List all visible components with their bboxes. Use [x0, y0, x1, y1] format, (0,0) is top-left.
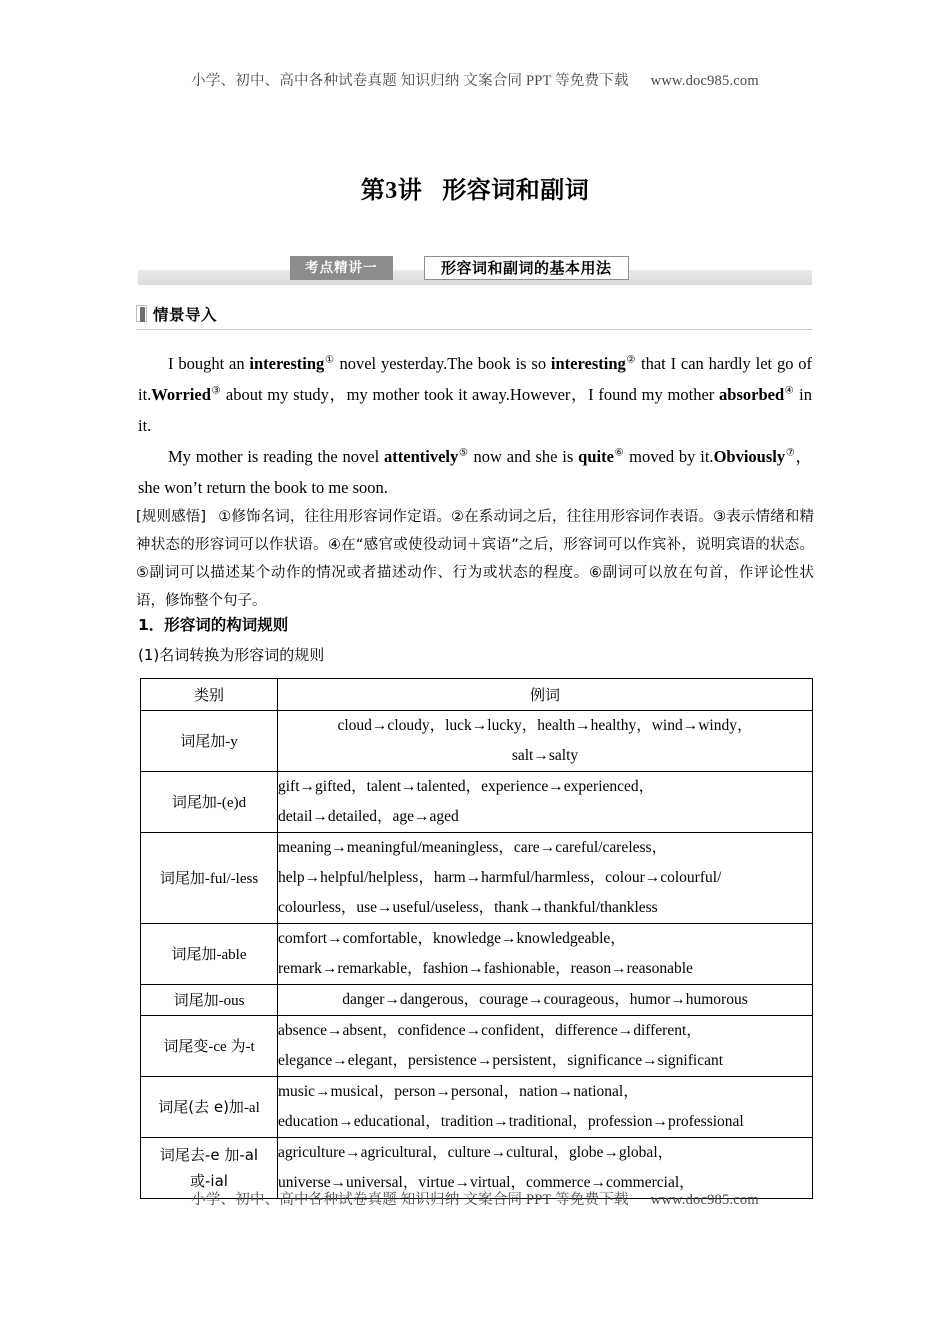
- rule-item: ⑥副词可以放在句首，作评论性状语，修饰整个句子。: [136, 565, 815, 609]
- running-header: [0, 69, 950, 90]
- table-row: [141, 772, 813, 833]
- example-line: colourless，use→useful/useless，thank→thankful/thankless: [278, 899, 658, 916]
- example-line: meaning→meaningful/meaningless，care→careful/careless，: [278, 839, 668, 856]
- footnote-marker: ③: [210, 385, 222, 397]
- sentence-text: novel yesterday.The book is so: [334, 354, 551, 373]
- emphasis-word: Worried: [151, 385, 211, 404]
- banner-tag: 考点精讲一: [290, 256, 393, 280]
- example-paragraph-1: [138, 348, 812, 441]
- heading-word-formation: 1．形容词的构词规则: [138, 616, 289, 634]
- table-row: [141, 833, 813, 924]
- cell-examples: [278, 711, 813, 772]
- footnote-marker: ⑦: [785, 447, 796, 459]
- example-line: remark→remarkable，fashion→fashionable，reason→reasonable: [278, 960, 693, 977]
- cell-category: 词尾去-e 加-al 或-ial: [141, 1138, 278, 1199]
- emphasis-word: absorbed: [719, 385, 785, 404]
- rule-item: ④在“感官或使役动词＋宾语”之后，形容词可以作宾补，说明宾语的状态。: [327, 537, 814, 553]
- page-title: [0, 170, 950, 205]
- emphasis-word: attentively: [384, 447, 459, 466]
- cell-category: 词尾加-y: [141, 711, 278, 772]
- cell-examples: [278, 985, 813, 1016]
- rule-item: ①修饰名词，往往用形容词作定语。: [218, 509, 452, 525]
- heading-noun-to-adjective: (1)名词转换为形容词的规则: [138, 646, 325, 664]
- table-header-row: [141, 679, 813, 711]
- sentence-text: now and she is: [468, 447, 579, 466]
- table-row: [141, 1077, 813, 1138]
- cell-category: 词尾变-ce 为-t: [141, 1016, 278, 1077]
- cell-category: 词尾加-ous: [141, 985, 278, 1016]
- example-line: absence→absent，confidence→confident，difference→different，: [278, 1022, 702, 1039]
- example-line: detail→detailed，age→aged: [278, 808, 459, 825]
- example-line: cloud→cloudy，luck→lucky，health→healthy，wind→windy，: [337, 717, 753, 734]
- table-row: [141, 924, 813, 985]
- cell-examples: [278, 1016, 813, 1077]
- emphasis-word: Obviously: [713, 447, 786, 466]
- emphasis-word: interesting: [550, 354, 626, 373]
- running-header-text: 小学、初中、高中各种试卷真题 知识归纳 文案合同 PPT 等免费下载: [191, 73, 629, 89]
- column-header-examples: 例词: [278, 679, 813, 711]
- example-line: salt→salty: [511, 747, 579, 764]
- cell-category: 词尾加-ful/-less: [141, 833, 278, 924]
- table-row: [141, 985, 813, 1016]
- rule-item: ②在系动词之后，往往用形容词作表语。: [451, 509, 714, 525]
- section-banner: [138, 259, 812, 286]
- sentence-text: My mother is reading the novel: [168, 447, 385, 466]
- column-header-category: 类别: [141, 679, 278, 711]
- emphasis-word: quite: [578, 447, 614, 466]
- rule-item: ③表示情绪和精神状态的形容词可以作状语。: [136, 509, 814, 553]
- footnote-marker: ④: [784, 385, 795, 397]
- sentence-text: about my study，my mother took it away.However，I found my mother: [221, 385, 720, 404]
- example-line: gift→gifted，talent→talented，experience→experienced，: [278, 778, 655, 795]
- subsection-heading: [136, 303, 812, 330]
- sentence-text: I bought an: [168, 354, 250, 373]
- cell-category: 词尾加-able: [141, 924, 278, 985]
- footnote-marker: ①: [324, 354, 335, 366]
- rule-item: ⑤副词可以描述某个动作的情况或者描述动作、行为或状态的程度。: [136, 565, 589, 581]
- example-line: comfort→comfortable，knowledge→knowledgeable，: [278, 930, 626, 947]
- bar-icon: [136, 305, 147, 322]
- example-line: universe→universal，virtue→virtual，commerce→commercial，: [278, 1174, 695, 1191]
- table-row: [141, 1016, 813, 1077]
- example-line: elegance→elegant，persistence→persistent，significance→significant: [278, 1052, 724, 1069]
- sentence-text: moved by it.: [624, 447, 714, 466]
- footnote-marker: ⑥: [613, 447, 625, 459]
- rule-insight-block: [136, 503, 814, 615]
- cell-category: 词尾加-(e)d: [141, 772, 278, 833]
- cell-category: 词尾(去 e)加-al: [141, 1077, 278, 1138]
- running-footer-text: 小学、初中、高中各种试卷真题 知识归纳 文案合同 PPT 等免费下载: [191, 1192, 629, 1208]
- sentence-text: that I can hardly let go of it.: [138, 354, 813, 404]
- emphasis-word: interesting: [249, 354, 325, 373]
- running-footer: [0, 1188, 950, 1209]
- example-line: agriculture→agricultural，culture→cultural，globe→global，: [278, 1144, 674, 1161]
- example-line: help→helpful/helpless，harm→harmful/harmless，colour→colourful/: [278, 869, 722, 886]
- lecture-number: 3: [385, 178, 398, 204]
- example-line: education→educational，tradition→traditional，profession→professional: [278, 1113, 744, 1130]
- word-formation-table: [140, 678, 813, 1199]
- footnote-marker: ②: [625, 354, 637, 366]
- running-footer-url: www.doc985.com: [650, 1192, 759, 1208]
- sentence-text: ，she won’t return the book to me soon.: [138, 447, 812, 497]
- cell-examples: [278, 772, 813, 833]
- example-paragraph-2: [138, 441, 812, 503]
- example-line: music→musical，person→personal，nation→national，: [278, 1083, 639, 1100]
- table-row: [141, 711, 813, 772]
- sentence-text: in it.: [138, 385, 813, 435]
- cell-examples: [278, 1077, 813, 1138]
- example-line: danger→dangerous，courage→courageous，humor→humorous: [342, 991, 748, 1008]
- running-header-url: www.doc985.com: [650, 73, 759, 89]
- lecture-prefix: 第: [360, 176, 386, 204]
- banner-title: 形容词和副词的基本用法: [424, 256, 629, 280]
- lecture-title-text: 形容词和副词: [442, 176, 590, 204]
- lecture-unit: 讲: [397, 176, 423, 204]
- subsection-label: 情景导入: [153, 306, 218, 324]
- rule-label: [规则感悟]: [136, 509, 207, 525]
- footnote-marker: ⑤: [458, 447, 469, 459]
- cell-examples: [278, 924, 813, 985]
- cell-examples: [278, 833, 813, 924]
